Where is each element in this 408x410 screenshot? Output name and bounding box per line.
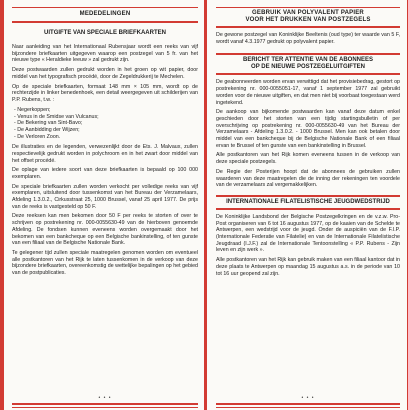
- left-section-title: UITGIFTE VAN SPECIALE BRIEFKAARTEN: [44, 30, 166, 36]
- left-paragraph-4: De illustraties en de legenden, verwezenlijkt door de Ets. J. Malvaux, zullen respectievelijk gedrukt worden in polychroom en in het zwart door middel van het offset procédé.: [12, 144, 198, 164]
- list-item: - De Bekering van Sint-Bavo;: [14, 120, 83, 127]
- right-section1-rule-bottom: [216, 26, 400, 28]
- left-header-title: MEDEDELINGEN: [79, 11, 131, 17]
- right-section1-title: [216, 8, 400, 26]
- right-section2-title-line2: OP DE NIEUWE POSTZEGELUITGIFTEN: [251, 64, 365, 71]
- list-item: - De Aanbidding der Wijzen;: [14, 127, 80, 134]
- left-footer-rule-thin: [12, 407, 198, 408]
- right-section2-paragraph-1: De geabonneerden worden ervan verwittigd dat het provisiebedrag, gestort op postrekening nr. 000-0055051-17, vanaf 1 september 1977 zal gebruikt worden voor de nieuwe uitgiften, en dat men niet bij voorbaat toegestaan werd ingetekend.: [216, 79, 400, 106]
- right-footer: [216, 393, 400, 408]
- right-section2-title: [216, 55, 400, 73]
- left-column: [12, 0, 198, 410]
- left-header-rule-bottom: [12, 21, 198, 23]
- left-footer-rule: [12, 403, 198, 405]
- right-section1-title-line1: GEBRUIK VAN POLYVALENT PAPIER: [252, 10, 364, 16]
- left-header: [12, 7, 198, 23]
- right-section3-paragraph-1: De Koninklijke Landsbond der Belgische Postzegelkringen en de v.z.w. Pro-Post organiseren van 6 tot 16 augustus 1977, op de kaaien van de Schelde te Antwerpen, een wedstrijd voor de jeugd. Onder de auspiciën van de F.I.P. (Internationale Federatie van Filatelie) en van de Internationale Filatelistische Jeugdraad (I.J.F.) zal de Internationale Tentoonstelling « P.P. Rubens - Zijn leven en zijn werk ».: [216, 213, 400, 254]
- left-edge-stripe: [0, 0, 4, 410]
- right-section3-rule-bottom: [216, 208, 400, 210]
- left-paragraph-7: Deze reeksen kan men bekomen door 50 F per reeks te storten of over te schrijven op postrekening nr. 000-0055630-49 van de hierboven genoemde Afdeling. De fondsen kunnen eveneens worden overgemaakt door het bekomen van een bankcheque op een Belgische bankinstelling, of ten gunste van een filiaal van de Belgische Nationale Bank.: [12, 213, 198, 247]
- rubens-painting-list: [12, 107, 198, 142]
- left-paragraph-5: De oplage van iedere soort van deze briefkaarten is bepaald op 100 000 exemplaren.: [12, 167, 198, 180]
- list-item: - Venus in de Smidse van Vulcanus;: [14, 113, 99, 120]
- right-section1-paragraph: De gewone postzegel van Koninklijke Beeltenis (oud type) ter waarde van 5 F, wordt vanaf 4.3.1977 gedrukt op polyvalent papier.: [216, 32, 400, 45]
- right-section3-title: INTERNATIONALE FILATELISTISCHE JEUGDWEDSTRIJD: [226, 198, 390, 205]
- left-paragraph-6: De speciale briefkaarten zullen worden verkocht per volledige reeks van vijf exemplaren, uitsluitend door tussenkomst van het Bureau der Verzamelaars, Afdeling 1.3.0.2., Cirkusstraat 25, 1000 Brussel, vanaf 25 april 1977. De prijs van de reeks is vastgesteld op 50 F.: [12, 183, 198, 210]
- right-section3-paragraph-2: Alle postkantoren van het Rijk kan gebruik maken van een filiaal kantoor dat in deze plaats te Antwerpen op maandag 15 augustus a.s. in de periode van 10 tot 16 uur geopend zal zijn.: [216, 257, 400, 277]
- right-section2-title-line1: BERICHT TER ATTENTIE VAN DE ABONNEES: [242, 57, 373, 64]
- left-paragraph-3: Op de speciale briefkaarten, formaat 148 mm × 105 mm, wordt op de rechterzijde in linker benedenhoek, een detail weergegeven uit schilderijen van P.P. Rubens, t.w. :: [12, 83, 198, 103]
- right-section1-title-line2: VOOR HET DRUKKEN VAN POSTZEGELS: [245, 17, 371, 23]
- left-paragraph-2: Deze postwaarden zullen gedrukt worden in het groen op wit papier, door middel van het typografisch procédé, door de Zegeldrukkerij te Mechelen.: [12, 67, 198, 80]
- left-footer: [12, 393, 198, 408]
- left-ornament-dots: • • •: [98, 395, 112, 401]
- left-body: [12, 44, 198, 277]
- right-section2-paragraph-3: Alle postkantoren van het Rijk komen eveneens tussen in de verkoop van deze speciale postzegels.: [216, 152, 400, 166]
- left-paragraph-8: Te gelegener tijd zullen speciale maatregelen genomen worden om eventueel alle postkantoren van het Rijk te laten tussenkomen in de verkoop van deze bijzondere briefkaarten, overeenkomstig de wettelijke bepalingen op het gebied van de postpublicaties.: [12, 250, 198, 277]
- right-section3-body: [216, 214, 400, 277]
- right-section2-paragraph-4: De Regie der Posterijen hoopt dat de abonnees de gebruiken zullen waarderen van deze maatregelen die de inning der rekeningen ten voordele van de verzamelaars zal vergemakkelijken.: [216, 168, 400, 189]
- right-section2-paragraph-2: De aankoop van bijkomende postwaarden kan vanaf deze datum enkel geschieden door het storten van een tijdig startingsbulletin of per overschrijving op postrekening nr. 000-0055630-49 van het Bureau der Verzamelaars - Afdeling 1.3.0.2. - 1000 Brussel. Men kan ook betalen door middel van een bankcheque bij de Belgische Nationale Bank of een filiaal ervan te Brussel of ten gunste van een bankinstelling in Brussel.: [216, 109, 400, 149]
- right-section2-rule-bottom: [216, 73, 400, 75]
- list-item: - De Verloren Zoon.: [14, 134, 61, 141]
- column-divider-stripe: [204, 0, 207, 410]
- right-footer-rule-thin: [216, 407, 400, 408]
- right-section1-body: [216, 32, 400, 45]
- right-ornament-dots: • • •: [301, 395, 315, 401]
- right-column: [216, 0, 400, 410]
- left-paragraph-1: Naar aanleiding van het Internationaal Rubensjaar wordt een reeks van vijf bijzondere briefkaarten uitgegeven waarop een postzegel van 5 fr. van het nieuwe type « Heraldieke leeuw » zal gedrukt zijn.: [12, 44, 198, 64]
- right-section3-header: [216, 195, 400, 210]
- right-footer-rule: [216, 403, 400, 405]
- right-section2-body: [216, 79, 400, 189]
- right-section1-header: [216, 7, 400, 28]
- list-item: - Negerkoppen;: [14, 106, 51, 113]
- right-section2-header: [216, 53, 400, 75]
